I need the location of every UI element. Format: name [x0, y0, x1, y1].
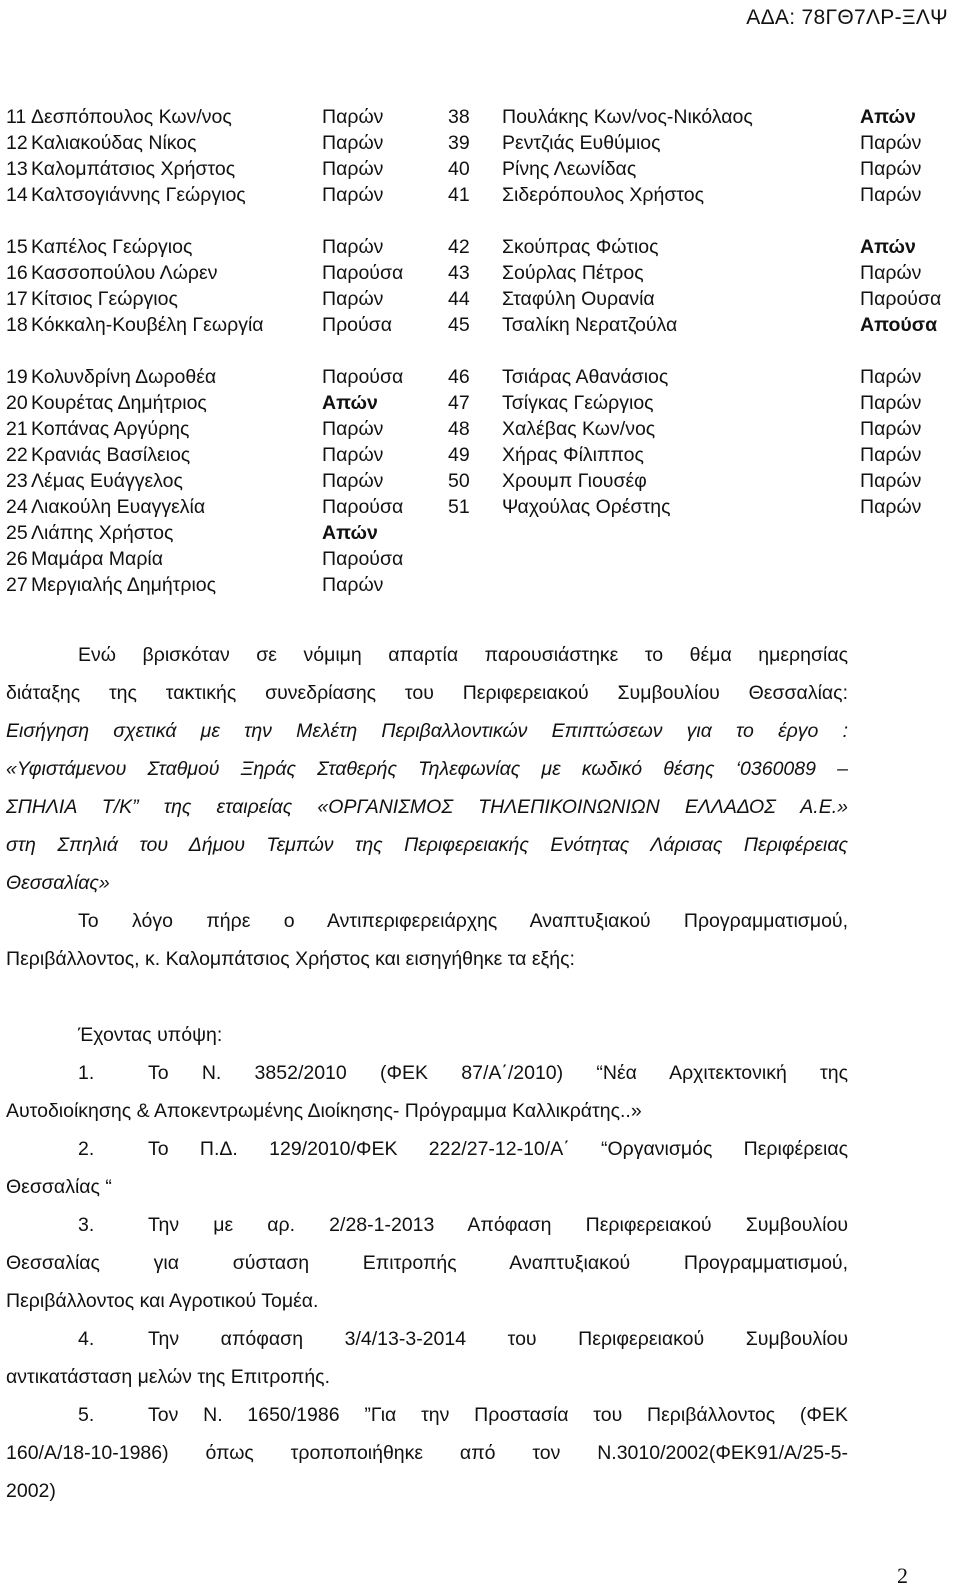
member-status: Παρών — [322, 158, 384, 180]
item-number: 2. — [78, 1138, 95, 1160]
item-text: Την απόφαση 3/4/13-3-2014 του Περιφερειακού Συμβουλίου — [148, 1328, 848, 1350]
member-number: 11 — [6, 106, 27, 128]
member-status: Παρών — [860, 392, 922, 414]
member-status: Παρούσα — [860, 288, 942, 310]
ada-code: ΑΔΑ: 78ΓΘ7ΛΡ-ΞΛΨ — [746, 6, 948, 29]
attendance-row — [6, 494, 954, 520]
member-name: Μαμάρα Μαρία — [31, 548, 164, 570]
member-name: Τσιάρας Αθανάσιος — [502, 366, 669, 388]
member-number: 41 — [448, 184, 470, 206]
member-name: Κολυνδρίνη Δωροθέα — [31, 366, 217, 388]
item-number: 5. — [78, 1404, 95, 1426]
member-name: Χαλέβας Κων/νος — [502, 418, 656, 440]
member-name: Ρεντζιάς Ευθύμιος — [502, 132, 661, 154]
member-name: Σιδερόπουλος Χρήστος — [502, 184, 705, 206]
member-number: 48 — [448, 418, 470, 440]
attendance-row — [6, 234, 954, 260]
member-number: 22 — [6, 444, 28, 466]
member-number: 24 — [6, 496, 28, 518]
intro-line: διάταξης της τακτικής συνεδρίασης του Περιφερειακού Συμβουλίου Θεσσαλίας: — [6, 682, 848, 704]
item-continuation: 160/Α/18-10-1986) όπως τροποποιήθηκε από τον Ν.3010/2002(ΦΕΚ91/Α/25-5- — [6, 1442, 848, 1464]
member-status: Παρών — [860, 366, 922, 388]
item-text: Το Ν. 3852/2010 (ΦΕΚ 87/Α΄/2010) “Νέα Αρχιτεκτονική της — [148, 1062, 848, 1084]
member-number: 19 — [6, 366, 28, 388]
member-status: Απών — [322, 522, 378, 544]
rapporteur-line: Περιβάλλοντος, κ. Καλομπάτσιος Χρήστος και εισηγήθηκε τα εξής: — [6, 948, 575, 970]
considering-list — [6, 1054, 848, 1510]
member-name: Καλτσογιάννης Γεώργιος — [31, 184, 246, 206]
member-name: Τσίγκας Γεώργιος — [502, 392, 654, 414]
member-status: Απών — [860, 106, 916, 128]
member-number: 20 — [6, 392, 28, 414]
member-number: 14 — [6, 184, 28, 206]
attendance-row — [6, 520, 954, 546]
member-name: Σκούπρας Φώτιος — [502, 236, 659, 258]
member-name: Δεσπόπουλος Κων/νος — [31, 106, 232, 128]
member-number: 44 — [448, 288, 470, 310]
member-status: Παρών — [322, 418, 384, 440]
member-name: Καλομπάτσιος Χρήστος — [31, 158, 236, 180]
item-continuation: Θεσσαλίας για σύσταση Επιτροπής Αναπτυξιακού Προγραμματισμού, — [6, 1252, 848, 1274]
member-number: 51 — [448, 496, 470, 518]
member-number: 38 — [448, 106, 470, 128]
considering-heading: Έχοντας υπόψη: — [78, 1024, 223, 1046]
member-name: Κίτσιος Γεώργιος — [31, 288, 178, 310]
subject-line: Θεσσαλίας» — [6, 872, 110, 894]
member-status: Παρών — [322, 184, 384, 206]
member-name: Μεργιαλής Δημήτριος — [31, 574, 217, 596]
member-name: Σούρλας Πέτρος — [502, 262, 644, 284]
attendance-row — [6, 364, 954, 390]
member-status: Παρών — [860, 158, 922, 180]
member-number: 17 — [6, 288, 28, 310]
rapporteur-line: Το λόγο πήρε ο Αντιπεριφερειάρχης Αναπτυξιακού Προγραμματισμού, — [78, 910, 848, 932]
member-name: Κρανιάς Βασίλειος — [31, 444, 191, 466]
member-number: 21 — [6, 418, 28, 440]
considering-item — [6, 1320, 848, 1358]
member-status: Παρούσα — [322, 366, 404, 388]
item-continuation: Περιβάλλοντος και Αγροτικού Τομέα. — [6, 1290, 319, 1312]
member-name: Πουλάκης Κων/νος-Νικόλαος — [502, 106, 753, 128]
member-number: 42 — [448, 236, 470, 258]
member-status: Παρών — [322, 470, 384, 492]
item-number: 4. — [78, 1328, 95, 1350]
item-text: Το Π.Δ. 129/2010/ΦΕΚ 222/27-12-10/Α΄ “Οργανισμός Περιφέρειας — [148, 1138, 848, 1160]
member-name: Χήρας Φίλιππος — [502, 444, 644, 466]
member-status: Απών — [860, 236, 916, 258]
member-name: Χρουμπ Γιουσέφ — [502, 470, 647, 492]
attendance-row — [6, 104, 954, 130]
subject-line: Εισήγηση σχετικά με την Μελέτη Περιβαλλοντικών Επιπτώσεων για το έργο : — [6, 720, 848, 742]
subject-line: «Υφιστάμενου Σταθμού Ξηράς Σταθερής Τηλεφωνίας με κωδικό θέσης ‘0360089 – — [6, 758, 848, 780]
member-status: Παρών — [860, 184, 922, 206]
member-number: 18 — [6, 314, 28, 336]
member-number: 25 — [6, 522, 28, 544]
member-status: Προύσα — [322, 314, 392, 336]
item-continuation: 2002) — [6, 1480, 56, 1502]
member-status: Παρών — [860, 496, 922, 518]
member-status: Παρών — [860, 470, 922, 492]
member-name: Κόκκαλη-Κουβέλη Γεωργία — [31, 314, 264, 336]
member-name: Σταφύλη Ουρανία — [502, 288, 655, 310]
member-status: Παρών — [860, 262, 922, 284]
member-number: 43 — [448, 262, 470, 284]
considering-item — [6, 1206, 848, 1244]
subject-line: ΣΠΗΛΙΑ Τ/Κ” της εταιρείας «ΟΡΓΑΝΙΣΜΟΣ ΤΗΛΕΠΙΚΟΙΝΩΝΙΩΝ ΕΛΛΑΔΟΣ Α.Ε.» — [6, 796, 848, 818]
member-name: Λέμας Ευάγγελος — [31, 470, 183, 492]
member-name: Λιάπης Χρήστος — [31, 522, 174, 544]
member-name: Καπέλος Γεώργιος — [31, 236, 193, 258]
attendance-row — [6, 260, 954, 286]
member-number: 23 — [6, 470, 28, 492]
attendance-row — [6, 572, 954, 598]
decision-body — [6, 636, 848, 1510]
member-number: 47 — [448, 392, 470, 414]
member-name: Λιακούλη Ευαγγελία — [31, 496, 206, 518]
considering-item — [6, 1130, 848, 1168]
member-number: 45 — [448, 314, 470, 336]
member-status: Παρών — [860, 132, 922, 154]
member-number: 26 — [6, 548, 28, 570]
member-name: Καλιακούδας Νίκος — [31, 132, 197, 154]
member-name: Κασσοπούλου Λώρεν — [31, 262, 218, 284]
member-status: Παρών — [860, 418, 922, 440]
item-number: 3. — [78, 1214, 95, 1236]
member-name: Κουρέτας Δημήτριος — [31, 392, 207, 414]
member-number: 46 — [448, 366, 470, 388]
member-number: 15 — [6, 236, 28, 258]
member-name: Ρίνης Λεωνίδας — [502, 158, 637, 180]
member-status: Απούσα — [860, 314, 938, 336]
member-status: Παρών — [322, 288, 384, 310]
member-number: 12 — [6, 132, 28, 154]
attendance-row — [6, 156, 954, 182]
member-number: 50 — [448, 470, 470, 492]
attendance-row — [6, 390, 954, 416]
member-status: Απών — [322, 392, 378, 414]
page-number: 2 — [897, 1563, 908, 1588]
attendance-row — [6, 468, 954, 494]
subject-line: στη Σπηλιά του Δήμου Τεμπών της Περιφερειακής Ενότητας Λάρισας Περιφέρειας — [6, 834, 848, 856]
member-status: Παρών — [322, 236, 384, 258]
member-number: 49 — [448, 444, 470, 466]
attendance-row — [6, 286, 954, 312]
member-number: 27 — [6, 574, 28, 596]
item-continuation: Θεσσαλίας “ — [6, 1176, 112, 1198]
attendance-row — [6, 546, 954, 572]
member-number: 13 — [6, 158, 28, 180]
member-status: Παρούσα — [322, 496, 404, 518]
attendance-row — [6, 442, 954, 468]
intro-line: Ενώ βρισκόταν σε νόμιμη απαρτία παρουσιάστηκε το θέμα ημερησίας — [78, 644, 848, 666]
attendance-table — [6, 104, 954, 598]
member-status: Παρών — [322, 444, 384, 466]
member-status: Παρούσα — [322, 262, 404, 284]
member-number: 40 — [448, 158, 470, 180]
member-status: Παρούσα — [322, 548, 404, 570]
member-status: Παρών — [860, 444, 922, 466]
member-number: 16 — [6, 262, 28, 284]
considering-item — [6, 1054, 848, 1092]
attendance-row — [6, 416, 954, 442]
member-name: Τσαλίκη Νερατζούλα — [502, 314, 678, 336]
member-status: Παρών — [322, 574, 384, 596]
item-text: Τον Ν. 1650/1986 ”Για την Προστασία του Περιβάλλοντος (ΦΕΚ — [148, 1404, 848, 1426]
member-status: Παρών — [322, 132, 384, 154]
attendance-row — [6, 182, 954, 234]
attendance-row — [6, 130, 954, 156]
member-status: Παρών — [322, 106, 384, 128]
item-text: Την με αρ. 2/28-1-2013 Απόφαση Περιφερειακού Συμβουλίου — [148, 1214, 848, 1236]
member-number: 39 — [448, 132, 470, 154]
item-number: 1. — [78, 1062, 95, 1084]
considering-item — [6, 1396, 848, 1434]
member-name: Κοπάνας Αργύρης — [31, 418, 190, 440]
attendance-row — [6, 312, 954, 364]
item-continuation: αντικατάσταση μελών της Επιτροπής. — [6, 1366, 330, 1388]
member-name: Ψαχούλας Ορέστης — [502, 496, 671, 518]
item-continuation: Αυτοδιοίκησης & Αποκεντρωμένης Διοίκησης- Πρόγραμμα Καλλικράτης..» — [6, 1100, 642, 1122]
